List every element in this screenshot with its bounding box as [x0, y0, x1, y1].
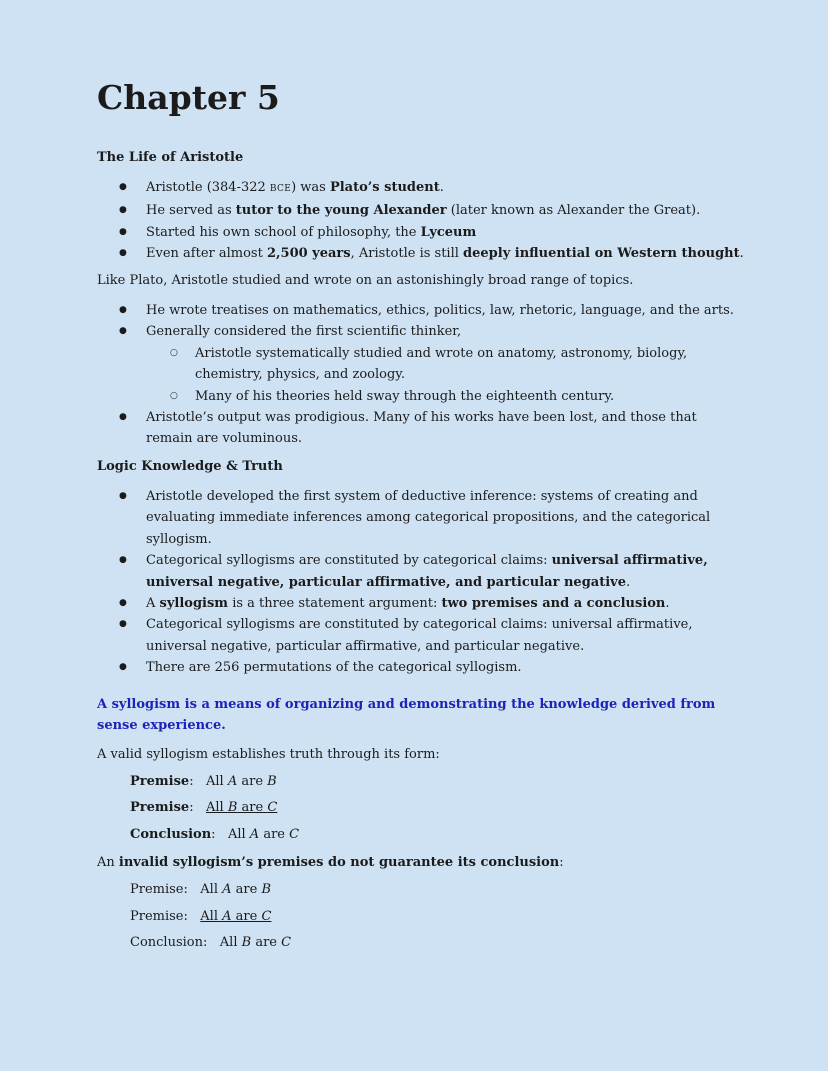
invalid-conclusion: Conclusion: All B are C [130, 935, 292, 950]
list-item: ● Categorical syllogisms are constituted by categorical claims: universal affirmative, universal negative, particular affirmative, and particular negative. [97, 550, 737, 593]
list-item: ● Aristotle (384-322 BCE) was Plato’s student. [97, 177, 737, 200]
valid-premise-1: Premise: All A are B [130, 774, 277, 789]
invalid-syllogism-intro: An invalid syllogism’s premises do not guarantee its conclusion: [97, 855, 564, 870]
life-bullet-list [97, 177, 744, 265]
list-item: ● Even after almost 2,500 years, Aristotle is still deeply influential on Western thought. [97, 243, 737, 264]
sub-list-item: ○ Many of his theories held sway through the eighteenth century. [146, 386, 737, 407]
underlined-premise-text: All B are C [205, 800, 278, 815]
topics-bullet-list [97, 300, 737, 450]
invalid-premise-1: Premise: All A are B [130, 882, 272, 897]
list-item: ● A syllogism is a three statement argument: two premises and a conclusion. [97, 593, 737, 614]
valid-conclusion: Conclusion: All A are C [130, 827, 300, 842]
list-item: ● He served as tutor to the young Alexander (later known as Alexander the Great). [97, 200, 737, 221]
list-item: ● Aristotle developed the first system of deductive inference: systems of creating and evaluating immediate inferences among categorical propositions, and the categorical syllogism. [97, 486, 737, 550]
list-item: ● He wrote treatises on mathematics, ethics, politics, law, rhetoric, language, and the arts. [97, 300, 737, 321]
section-heading-life: The Life of Aristotle [97, 150, 244, 165]
list-item: ● There are 256 permutations of the categorical syllogism. [97, 657, 737, 678]
chapter-title: Chapter 5 [97, 78, 280, 117]
list-item: ● Categorical syllogisms are constituted by categorical claims: universal affirmative, universal negative, particular affirmative, and particular negative. [97, 614, 737, 657]
section-heading-logic: Logic Knowledge & Truth [97, 459, 283, 474]
list-item: ● Aristotle’s output was prodigious. Many of his works have been lost, and those that remain are voluminous. [97, 407, 737, 450]
sub-list-item: ○ Aristotle systematically studied and wrote on anatomy, astronomy, biology, chemistry, physics, and zoology. [146, 343, 737, 386]
list-item: ● Generally considered the first scientific thinker, ○ Aristotle systematically studied and wrote on anatomy, astronomy, biology, chemistry, physics, and zoology. ○ Many of his theories held sway through the eighteenth century. [97, 321, 737, 407]
valid-syllogism-intro: A valid syllogism establishes truth through its form: [97, 747, 440, 762]
logic-bullet-list [97, 486, 737, 679]
topics-intro: Like Plato, Aristotle studied and wrote on an astonishingly broad range of topics. [97, 273, 634, 288]
invalid-premise-2: Premise: All A are C [130, 909, 272, 924]
sub-bullet-list [146, 343, 737, 407]
underlined-premise-text: All A are C [200, 909, 272, 924]
valid-premise-2: Premise: All B are C [130, 800, 278, 815]
list-item: ● Started his own school of philosophy, the Lyceum [97, 222, 737, 243]
syllogism-callout: A syllogism is a means of organizing and demonstrating the knowledge derived from sense experience. [97, 697, 716, 733]
